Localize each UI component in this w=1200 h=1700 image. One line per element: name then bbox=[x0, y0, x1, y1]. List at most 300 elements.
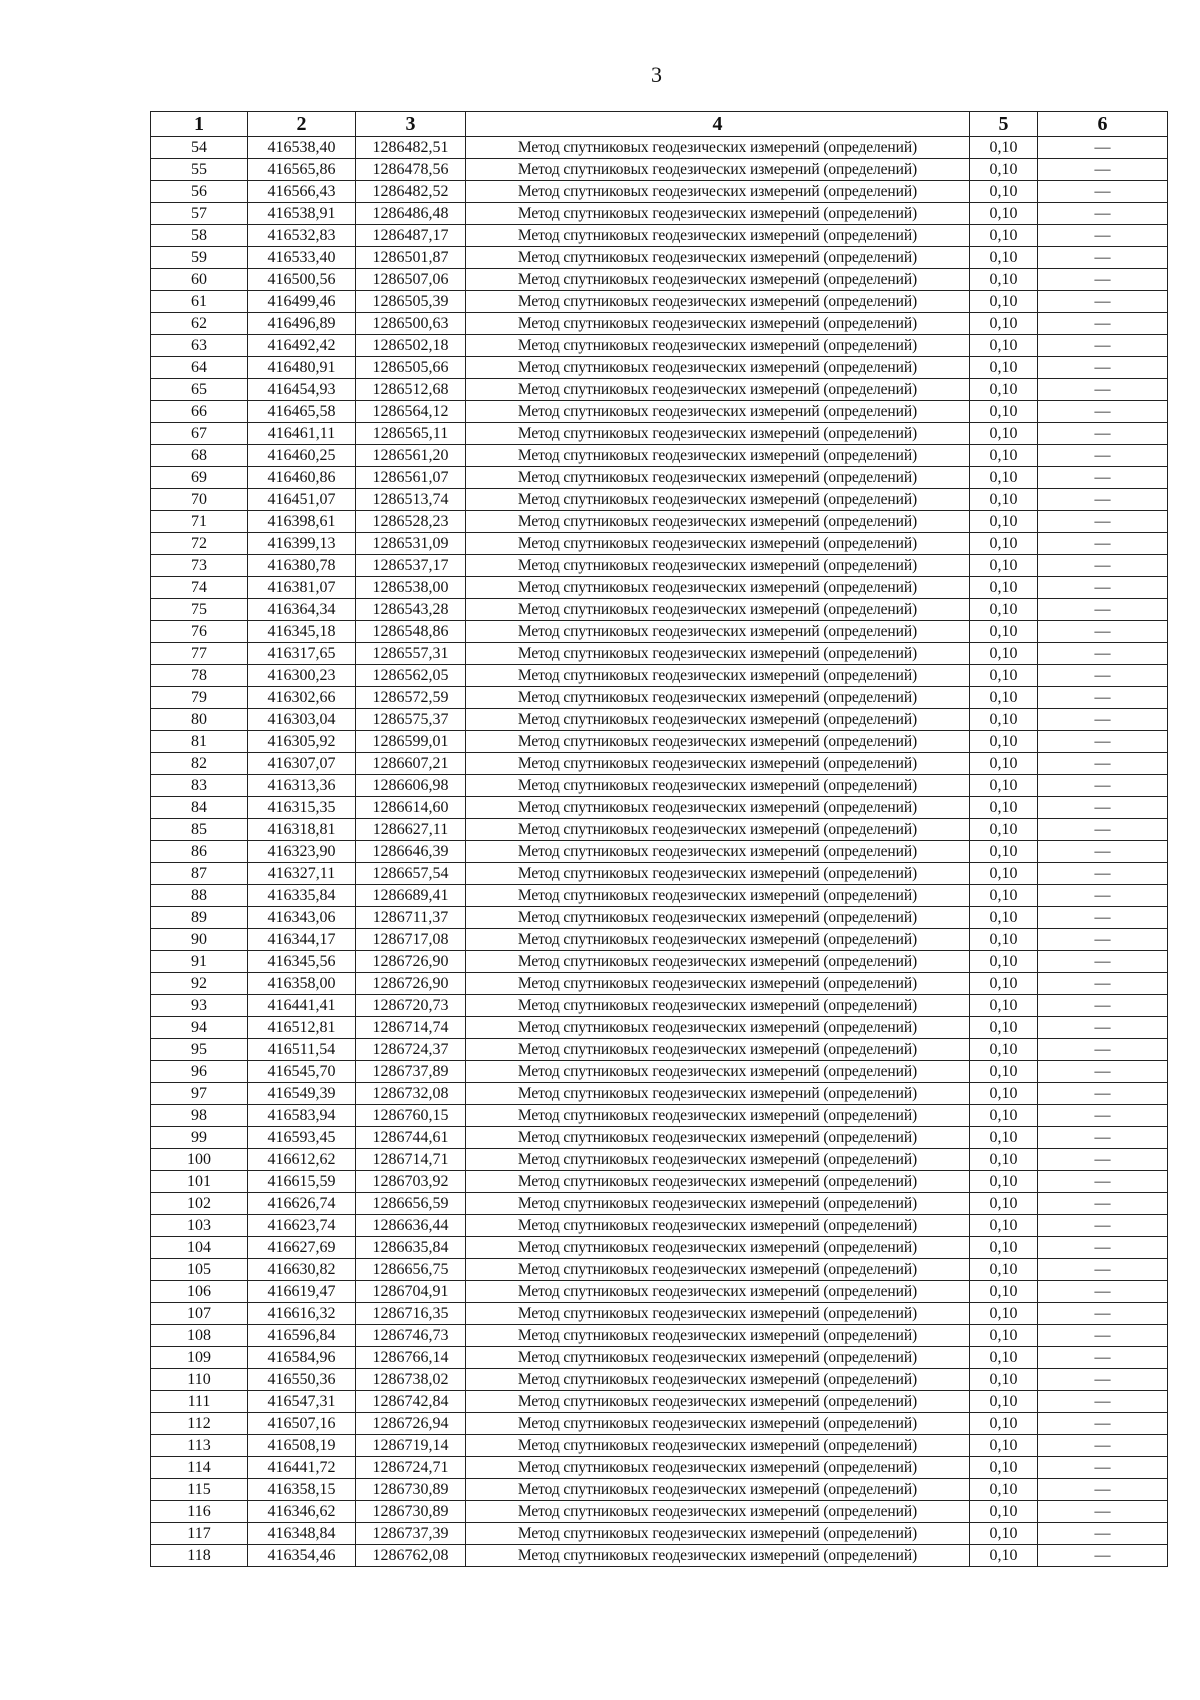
x-coordinate-cell: 416346,62 bbox=[248, 1501, 356, 1523]
accuracy-cell: 0,10 bbox=[970, 445, 1038, 467]
y-coordinate-cell: 1286657,54 bbox=[356, 863, 466, 885]
table-row bbox=[151, 1303, 1168, 1325]
table-row bbox=[151, 137, 1168, 159]
y-coordinate-cell: 1286606,98 bbox=[356, 775, 466, 797]
dash-cell: — bbox=[1038, 291, 1168, 313]
dash-cell: — bbox=[1038, 1083, 1168, 1105]
method-cell: Метод спутниковых геодезических измерений (определений) bbox=[466, 621, 970, 643]
x-coordinate-cell: 416344,17 bbox=[248, 929, 356, 951]
y-coordinate-cell: 1286766,14 bbox=[356, 1347, 466, 1369]
table-row bbox=[151, 401, 1168, 423]
dash-cell: — bbox=[1038, 665, 1168, 687]
accuracy-cell: 0,10 bbox=[970, 1171, 1038, 1193]
table-row bbox=[151, 1523, 1168, 1545]
x-coordinate-cell: 416545,70 bbox=[248, 1061, 356, 1083]
accuracy-cell: 0,10 bbox=[970, 467, 1038, 489]
x-coordinate-cell: 416538,91 bbox=[248, 203, 356, 225]
table-row bbox=[151, 643, 1168, 665]
method-cell: Метод спутниковых геодезических измерений (определений) bbox=[466, 1061, 970, 1083]
dash-cell: — bbox=[1038, 1479, 1168, 1501]
dash-cell: — bbox=[1038, 137, 1168, 159]
accuracy-cell: 0,10 bbox=[970, 1083, 1038, 1105]
column-header-6: 6 bbox=[1038, 112, 1168, 137]
method-cell: Метод спутниковых геодезических измерений (определений) bbox=[466, 951, 970, 973]
method-cell: Метод спутниковых геодезических измерений (определений) bbox=[466, 863, 970, 885]
table-row bbox=[151, 511, 1168, 533]
dash-cell: — bbox=[1038, 1259, 1168, 1281]
accuracy-cell: 0,10 bbox=[970, 731, 1038, 753]
dash-cell: — bbox=[1038, 1347, 1168, 1369]
accuracy-cell: 0,10 bbox=[970, 1435, 1038, 1457]
method-cell: Метод спутниковых геодезических измерений (определений) bbox=[466, 181, 970, 203]
y-coordinate-cell: 1286730,89 bbox=[356, 1501, 466, 1523]
y-coordinate-cell: 1286543,28 bbox=[356, 599, 466, 621]
y-coordinate-cell: 1286656,75 bbox=[356, 1259, 466, 1281]
table-row bbox=[151, 1435, 1168, 1457]
point-number-cell: 117 bbox=[151, 1523, 248, 1545]
accuracy-cell: 0,10 bbox=[970, 511, 1038, 533]
table-row bbox=[151, 489, 1168, 511]
table-row bbox=[151, 1281, 1168, 1303]
accuracy-cell: 0,10 bbox=[970, 1391, 1038, 1413]
method-cell: Метод спутниковых геодезических измерений (определений) bbox=[466, 313, 970, 335]
y-coordinate-cell: 1286528,23 bbox=[356, 511, 466, 533]
method-cell: Метод спутниковых геодезических измерений (определений) bbox=[466, 753, 970, 775]
dash-cell: — bbox=[1038, 1413, 1168, 1435]
dash-cell: — bbox=[1038, 1281, 1168, 1303]
method-cell: Метод спутниковых геодезических измерений (определений) bbox=[466, 1237, 970, 1259]
method-cell: Метод спутниковых геодезических измерений (определений) bbox=[466, 1039, 970, 1061]
x-coordinate-cell: 416307,07 bbox=[248, 753, 356, 775]
point-number-cell: 116 bbox=[151, 1501, 248, 1523]
table-row bbox=[151, 687, 1168, 709]
x-coordinate-cell: 416441,41 bbox=[248, 995, 356, 1017]
dash-cell: — bbox=[1038, 335, 1168, 357]
x-coordinate-cell: 416492,42 bbox=[248, 335, 356, 357]
x-coordinate-cell: 416499,46 bbox=[248, 291, 356, 313]
accuracy-cell: 0,10 bbox=[970, 1215, 1038, 1237]
point-number-cell: 82 bbox=[151, 753, 248, 775]
dash-cell: — bbox=[1038, 225, 1168, 247]
column-header-1: 1 bbox=[151, 112, 248, 137]
point-number-cell: 77 bbox=[151, 643, 248, 665]
dash-cell: — bbox=[1038, 269, 1168, 291]
x-coordinate-cell: 416323,90 bbox=[248, 841, 356, 863]
dash-cell: — bbox=[1038, 1435, 1168, 1457]
accuracy-cell: 0,10 bbox=[970, 269, 1038, 291]
x-coordinate-cell: 416315,35 bbox=[248, 797, 356, 819]
point-number-cell: 54 bbox=[151, 137, 248, 159]
y-coordinate-cell: 1286760,15 bbox=[356, 1105, 466, 1127]
accuracy-cell: 0,10 bbox=[970, 775, 1038, 797]
dash-cell: — bbox=[1038, 709, 1168, 731]
y-coordinate-cell: 1286572,59 bbox=[356, 687, 466, 709]
coordinates-table bbox=[150, 111, 1168, 1567]
accuracy-cell: 0,10 bbox=[970, 1545, 1038, 1567]
method-cell: Метод спутниковых геодезических измерений (определений) bbox=[466, 1391, 970, 1413]
accuracy-cell: 0,10 bbox=[970, 709, 1038, 731]
point-number-cell: 55 bbox=[151, 159, 248, 181]
table-row bbox=[151, 313, 1168, 335]
x-coordinate-cell: 416441,72 bbox=[248, 1457, 356, 1479]
accuracy-cell: 0,10 bbox=[970, 687, 1038, 709]
dash-cell: — bbox=[1038, 467, 1168, 489]
method-cell: Метод спутниковых геодезических измерений (определений) bbox=[466, 1545, 970, 1567]
point-number-cell: 87 bbox=[151, 863, 248, 885]
method-cell: Метод спутниковых геодезических измерений (определений) bbox=[466, 247, 970, 269]
point-number-cell: 112 bbox=[151, 1413, 248, 1435]
y-coordinate-cell: 1286720,73 bbox=[356, 995, 466, 1017]
method-cell: Метод спутниковых геодезических измерений (определений) bbox=[466, 995, 970, 1017]
method-cell: Метод спутниковых геодезических измерений (определений) bbox=[466, 159, 970, 181]
y-coordinate-cell: 1286501,87 bbox=[356, 247, 466, 269]
column-header-3: 3 bbox=[356, 112, 466, 137]
table-row bbox=[151, 995, 1168, 1017]
method-cell: Метод спутниковых геодезических измерений (определений) bbox=[466, 225, 970, 247]
table-row bbox=[151, 929, 1168, 951]
y-coordinate-cell: 1286561,20 bbox=[356, 445, 466, 467]
dash-cell: — bbox=[1038, 1303, 1168, 1325]
table-row bbox=[151, 1039, 1168, 1061]
point-number-cell: 90 bbox=[151, 929, 248, 951]
table-row bbox=[151, 335, 1168, 357]
accuracy-cell: 0,10 bbox=[970, 1039, 1038, 1061]
table-row bbox=[151, 225, 1168, 247]
table-row bbox=[151, 599, 1168, 621]
x-coordinate-cell: 416317,65 bbox=[248, 643, 356, 665]
y-coordinate-cell: 1286564,12 bbox=[356, 401, 466, 423]
page-number: 3 bbox=[651, 62, 662, 87]
dash-cell: — bbox=[1038, 1215, 1168, 1237]
accuracy-cell: 0,10 bbox=[970, 643, 1038, 665]
table-row bbox=[151, 819, 1168, 841]
method-cell: Метод спутниковых геодезических измерений (определений) bbox=[466, 1215, 970, 1237]
y-coordinate-cell: 1286561,07 bbox=[356, 467, 466, 489]
dash-cell: — bbox=[1038, 511, 1168, 533]
x-coordinate-cell: 416500,56 bbox=[248, 269, 356, 291]
dash-cell: — bbox=[1038, 863, 1168, 885]
point-number-cell: 103 bbox=[151, 1215, 248, 1237]
dash-cell: — bbox=[1038, 797, 1168, 819]
table-row bbox=[151, 1545, 1168, 1567]
x-coordinate-cell: 416454,93 bbox=[248, 379, 356, 401]
y-coordinate-cell: 1286500,63 bbox=[356, 313, 466, 335]
x-coordinate-cell: 416318,81 bbox=[248, 819, 356, 841]
point-number-cell: 60 bbox=[151, 269, 248, 291]
table-row bbox=[151, 775, 1168, 797]
accuracy-cell: 0,10 bbox=[970, 1347, 1038, 1369]
point-number-cell: 97 bbox=[151, 1083, 248, 1105]
accuracy-cell: 0,10 bbox=[970, 1149, 1038, 1171]
method-cell: Метод спутниковых геодезических измерений (определений) bbox=[466, 357, 970, 379]
accuracy-cell: 0,10 bbox=[970, 159, 1038, 181]
method-cell: Метод спутниковых геодезических измерений (определений) bbox=[466, 335, 970, 357]
table-body bbox=[151, 137, 1168, 1567]
point-number-cell: 101 bbox=[151, 1171, 248, 1193]
x-coordinate-cell: 416623,74 bbox=[248, 1215, 356, 1237]
y-coordinate-cell: 1286762,08 bbox=[356, 1545, 466, 1567]
y-coordinate-cell: 1286656,59 bbox=[356, 1193, 466, 1215]
dash-cell: — bbox=[1038, 247, 1168, 269]
dash-cell: — bbox=[1038, 929, 1168, 951]
table-row bbox=[151, 291, 1168, 313]
dash-cell: — bbox=[1038, 819, 1168, 841]
x-coordinate-cell: 416630,82 bbox=[248, 1259, 356, 1281]
x-coordinate-cell: 416305,92 bbox=[248, 731, 356, 753]
point-number-cell: 84 bbox=[151, 797, 248, 819]
y-coordinate-cell: 1286724,71 bbox=[356, 1457, 466, 1479]
dash-cell: — bbox=[1038, 1325, 1168, 1347]
x-coordinate-cell: 416354,46 bbox=[248, 1545, 356, 1567]
method-cell: Метод спутниковых геодезических измерений (определений) bbox=[466, 1523, 970, 1545]
table-row bbox=[151, 1061, 1168, 1083]
table-row bbox=[151, 423, 1168, 445]
dash-cell: — bbox=[1038, 489, 1168, 511]
accuracy-cell: 0,10 bbox=[970, 665, 1038, 687]
point-number-cell: 105 bbox=[151, 1259, 248, 1281]
dash-cell: — bbox=[1038, 555, 1168, 577]
method-cell: Метод спутниковых геодезических измерений (определений) bbox=[466, 885, 970, 907]
point-number-cell: 114 bbox=[151, 1457, 248, 1479]
dash-cell: — bbox=[1038, 1061, 1168, 1083]
point-number-cell: 104 bbox=[151, 1237, 248, 1259]
point-number-cell: 79 bbox=[151, 687, 248, 709]
x-coordinate-cell: 416596,84 bbox=[248, 1325, 356, 1347]
table-row bbox=[151, 1259, 1168, 1281]
method-cell: Метод спутниковых геодезических измерений (определений) bbox=[466, 137, 970, 159]
x-coordinate-cell: 416348,84 bbox=[248, 1523, 356, 1545]
point-number-cell: 64 bbox=[151, 357, 248, 379]
table-row bbox=[151, 203, 1168, 225]
dash-cell: — bbox=[1038, 599, 1168, 621]
point-number-cell: 89 bbox=[151, 907, 248, 929]
method-cell: Метод спутниковых геодезических измерений (определений) bbox=[466, 1457, 970, 1479]
point-number-cell: 113 bbox=[151, 1435, 248, 1457]
dash-cell: — bbox=[1038, 643, 1168, 665]
point-number-cell: 96 bbox=[151, 1061, 248, 1083]
method-cell: Метод спутниковых геодезических измерений (определений) bbox=[466, 1369, 970, 1391]
point-number-cell: 107 bbox=[151, 1303, 248, 1325]
x-coordinate-cell: 416398,61 bbox=[248, 511, 356, 533]
point-number-cell: 74 bbox=[151, 577, 248, 599]
dash-cell: — bbox=[1038, 357, 1168, 379]
x-coordinate-cell: 416345,18 bbox=[248, 621, 356, 643]
method-cell: Метод спутниковых геодезических измерений (определений) bbox=[466, 423, 970, 445]
y-coordinate-cell: 1286716,35 bbox=[356, 1303, 466, 1325]
y-coordinate-cell: 1286502,18 bbox=[356, 335, 466, 357]
y-coordinate-cell: 1286627,11 bbox=[356, 819, 466, 841]
accuracy-cell: 0,10 bbox=[970, 335, 1038, 357]
x-coordinate-cell: 416461,11 bbox=[248, 423, 356, 445]
method-cell: Метод спутниковых геодезических измерений (определений) bbox=[466, 555, 970, 577]
table-row bbox=[151, 555, 1168, 577]
point-number-cell: 85 bbox=[151, 819, 248, 841]
table-row bbox=[151, 445, 1168, 467]
accuracy-cell: 0,10 bbox=[970, 291, 1038, 313]
accuracy-cell: 0,10 bbox=[970, 203, 1038, 225]
point-number-cell: 100 bbox=[151, 1149, 248, 1171]
x-coordinate-cell: 416327,11 bbox=[248, 863, 356, 885]
accuracy-cell: 0,10 bbox=[970, 621, 1038, 643]
table-row bbox=[151, 1215, 1168, 1237]
y-coordinate-cell: 1286557,31 bbox=[356, 643, 466, 665]
table-row bbox=[151, 1237, 1168, 1259]
table-row bbox=[151, 269, 1168, 291]
x-coordinate-cell: 416507,16 bbox=[248, 1413, 356, 1435]
accuracy-cell: 0,10 bbox=[970, 863, 1038, 885]
accuracy-cell: 0,10 bbox=[970, 181, 1038, 203]
column-header-4: 4 bbox=[466, 112, 970, 137]
column-header-5: 5 bbox=[970, 112, 1038, 137]
accuracy-cell: 0,10 bbox=[970, 1017, 1038, 1039]
method-cell: Метод спутниковых геодезических измерений (определений) bbox=[466, 445, 970, 467]
point-number-cell: 86 bbox=[151, 841, 248, 863]
y-coordinate-cell: 1286562,05 bbox=[356, 665, 466, 687]
table-row bbox=[151, 1457, 1168, 1479]
accuracy-cell: 0,10 bbox=[970, 1127, 1038, 1149]
y-coordinate-cell: 1286482,52 bbox=[356, 181, 466, 203]
point-number-cell: 61 bbox=[151, 291, 248, 313]
point-number-cell: 65 bbox=[151, 379, 248, 401]
table-row bbox=[151, 577, 1168, 599]
x-coordinate-cell: 416345,56 bbox=[248, 951, 356, 973]
dash-cell: — bbox=[1038, 621, 1168, 643]
x-coordinate-cell: 416343,06 bbox=[248, 907, 356, 929]
dash-cell: — bbox=[1038, 445, 1168, 467]
method-cell: Метод спутниковых геодезических измерений (определений) bbox=[466, 1281, 970, 1303]
y-coordinate-cell: 1286714,74 bbox=[356, 1017, 466, 1039]
dash-cell: — bbox=[1038, 1127, 1168, 1149]
table-row bbox=[151, 357, 1168, 379]
dash-cell: — bbox=[1038, 885, 1168, 907]
table-row bbox=[151, 1149, 1168, 1171]
x-coordinate-cell: 416616,32 bbox=[248, 1303, 356, 1325]
method-cell: Метод спутниковых геодезических измерений (определений) bbox=[466, 775, 970, 797]
table-row bbox=[151, 753, 1168, 775]
y-coordinate-cell: 1286724,37 bbox=[356, 1039, 466, 1061]
point-number-cell: 71 bbox=[151, 511, 248, 533]
y-coordinate-cell: 1286703,92 bbox=[356, 1171, 466, 1193]
dash-cell: — bbox=[1038, 203, 1168, 225]
accuracy-cell: 0,10 bbox=[970, 973, 1038, 995]
x-coordinate-cell: 416380,78 bbox=[248, 555, 356, 577]
x-coordinate-cell: 416460,25 bbox=[248, 445, 356, 467]
y-coordinate-cell: 1286607,21 bbox=[356, 753, 466, 775]
method-cell: Метод спутниковых геодезических измерений (определений) bbox=[466, 841, 970, 863]
x-coordinate-cell: 416549,39 bbox=[248, 1083, 356, 1105]
method-cell: Метод спутниковых геодезических измерений (определений) bbox=[466, 1105, 970, 1127]
accuracy-cell: 0,10 bbox=[970, 1501, 1038, 1523]
x-coordinate-cell: 416615,59 bbox=[248, 1171, 356, 1193]
accuracy-cell: 0,10 bbox=[970, 555, 1038, 577]
point-number-cell: 67 bbox=[151, 423, 248, 445]
y-coordinate-cell: 1286614,60 bbox=[356, 797, 466, 819]
method-cell: Метод спутниковых геодезических измерений (определений) bbox=[466, 643, 970, 665]
accuracy-cell: 0,10 bbox=[970, 313, 1038, 335]
dash-cell: — bbox=[1038, 1039, 1168, 1061]
table-row bbox=[151, 1413, 1168, 1435]
table-row bbox=[151, 1501, 1168, 1523]
dash-cell: — bbox=[1038, 687, 1168, 709]
x-coordinate-cell: 416584,96 bbox=[248, 1347, 356, 1369]
table-row bbox=[151, 533, 1168, 555]
point-number-cell: 68 bbox=[151, 445, 248, 467]
y-coordinate-cell: 1286704,91 bbox=[356, 1281, 466, 1303]
dash-cell: — bbox=[1038, 841, 1168, 863]
method-cell: Метод спутниковых геодезических измерений (определений) bbox=[466, 1501, 970, 1523]
table-row bbox=[151, 731, 1168, 753]
y-coordinate-cell: 1286487,17 bbox=[356, 225, 466, 247]
method-cell: Метод спутниковых геодезических измерений (определений) bbox=[466, 1193, 970, 1215]
method-cell: Метод спутниковых геодезических измерений (определений) bbox=[466, 1435, 970, 1457]
accuracy-cell: 0,10 bbox=[970, 379, 1038, 401]
dash-cell: — bbox=[1038, 1501, 1168, 1523]
table-row bbox=[151, 1325, 1168, 1347]
y-coordinate-cell: 1286738,02 bbox=[356, 1369, 466, 1391]
x-coordinate-cell: 416480,91 bbox=[248, 357, 356, 379]
x-coordinate-cell: 416335,84 bbox=[248, 885, 356, 907]
method-cell: Метод спутниковых геодезических измерений (определений) bbox=[466, 1083, 970, 1105]
dash-cell: — bbox=[1038, 1149, 1168, 1171]
dash-cell: — bbox=[1038, 1171, 1168, 1193]
table-row bbox=[151, 1391, 1168, 1413]
table-row bbox=[151, 1369, 1168, 1391]
accuracy-cell: 0,10 bbox=[970, 995, 1038, 1017]
y-coordinate-cell: 1286730,89 bbox=[356, 1479, 466, 1501]
point-number-cell: 78 bbox=[151, 665, 248, 687]
y-coordinate-cell: 1286726,94 bbox=[356, 1413, 466, 1435]
accuracy-cell: 0,10 bbox=[970, 1523, 1038, 1545]
point-number-cell: 70 bbox=[151, 489, 248, 511]
accuracy-cell: 0,10 bbox=[970, 1479, 1038, 1501]
table-row bbox=[151, 1127, 1168, 1149]
accuracy-cell: 0,10 bbox=[970, 1281, 1038, 1303]
y-coordinate-cell: 1286575,37 bbox=[356, 709, 466, 731]
accuracy-cell: 0,10 bbox=[970, 423, 1038, 445]
column-header-2: 2 bbox=[248, 112, 356, 137]
dash-cell: — bbox=[1038, 1457, 1168, 1479]
y-coordinate-cell: 1286689,41 bbox=[356, 885, 466, 907]
point-number-cell: 69 bbox=[151, 467, 248, 489]
dash-cell: — bbox=[1038, 577, 1168, 599]
x-coordinate-cell: 416532,83 bbox=[248, 225, 356, 247]
y-coordinate-cell: 1286599,01 bbox=[356, 731, 466, 753]
dash-cell: — bbox=[1038, 1105, 1168, 1127]
accuracy-cell: 0,10 bbox=[970, 247, 1038, 269]
dash-cell: — bbox=[1038, 775, 1168, 797]
table-row bbox=[151, 907, 1168, 929]
point-number-cell: 75 bbox=[151, 599, 248, 621]
method-cell: Метод спутниковых геодезических измерений (определений) bbox=[466, 665, 970, 687]
point-number-cell: 91 bbox=[151, 951, 248, 973]
method-cell: Метод спутниковых геодезических измерений (определений) bbox=[466, 1171, 970, 1193]
x-coordinate-cell: 416619,47 bbox=[248, 1281, 356, 1303]
point-number-cell: 72 bbox=[151, 533, 248, 555]
x-coordinate-cell: 416358,00 bbox=[248, 973, 356, 995]
dash-cell: — bbox=[1038, 753, 1168, 775]
y-coordinate-cell: 1286646,39 bbox=[356, 841, 466, 863]
y-coordinate-cell: 1286737,39 bbox=[356, 1523, 466, 1545]
y-coordinate-cell: 1286537,17 bbox=[356, 555, 466, 577]
method-cell: Метод спутниковых геодезических измерений (определений) bbox=[466, 1259, 970, 1281]
x-coordinate-cell: 416303,04 bbox=[248, 709, 356, 731]
point-number-cell: 83 bbox=[151, 775, 248, 797]
point-number-cell: 92 bbox=[151, 973, 248, 995]
y-coordinate-cell: 1286513,74 bbox=[356, 489, 466, 511]
y-coordinate-cell: 1286717,08 bbox=[356, 929, 466, 951]
method-cell: Метод спутниковых геодезических измерений (определений) bbox=[466, 379, 970, 401]
accuracy-cell: 0,10 bbox=[970, 1105, 1038, 1127]
